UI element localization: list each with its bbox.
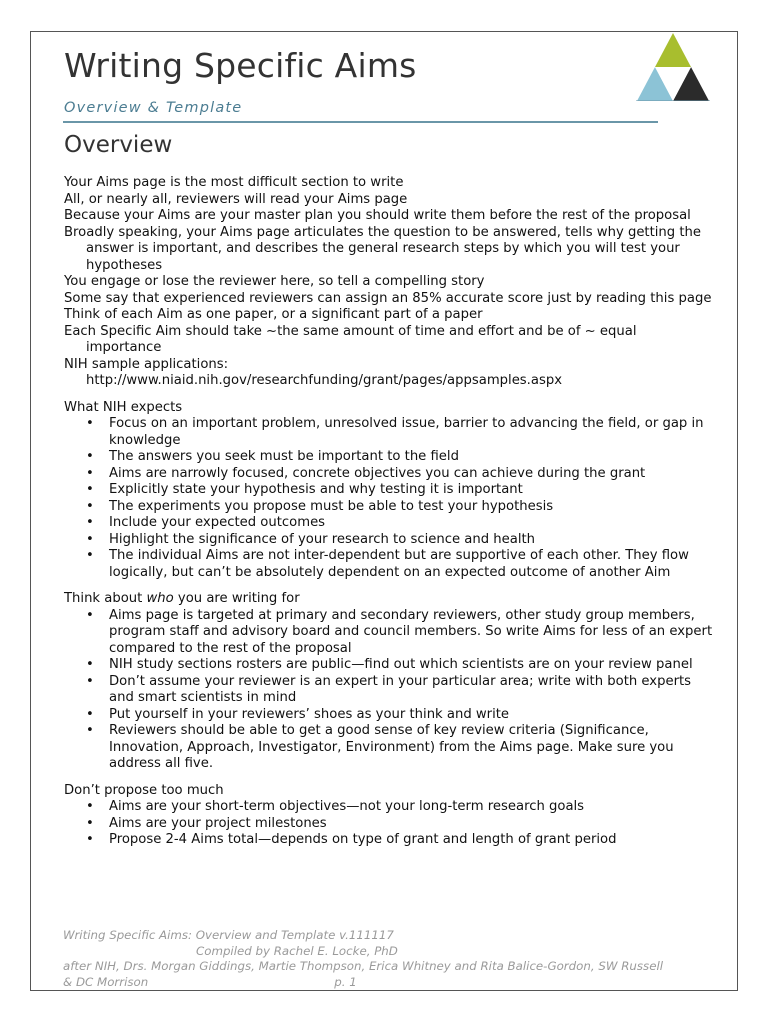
overview-line: Broadly speaking, your Aims page articulates the question to be answered, tells why getting the answer is important, and describes the general research steps by which you will test your hypotheses xyxy=(64,224,701,273)
document-body xyxy=(64,175,714,849)
section-heading: Overview xyxy=(64,132,173,158)
list-item: • Aims are narrowly focused, concrete objectives you can achieve during the grant xyxy=(64,466,714,483)
scope-heading: Don’t propose too much xyxy=(64,782,224,798)
overview-list xyxy=(64,175,714,390)
list-item: • Reviewers should be able to get a good sense of key review criteria (Significance, Innovation, Approach, Investigator, Environment) from the Aims page. Make sure you address all five. xyxy=(64,723,714,773)
document-page xyxy=(30,31,738,991)
footer-credits: after NIH, Drs. Morgan Giddings, Martie Thompson, Erica Whitney and Rita Balice-Gordon, SW Russell xyxy=(63,959,664,973)
title-divider xyxy=(63,121,658,123)
list-item: • Put yourself in your reviewers’ shoes as your think and write xyxy=(64,707,714,724)
audience-list xyxy=(64,608,714,773)
page-footer xyxy=(63,928,723,990)
list-item: • Aims are your short-term objectives—not your long-term research goals xyxy=(64,799,714,816)
overview-line: You engage or lose the reviewer here, so tell a compelling story xyxy=(64,274,485,289)
scope-list xyxy=(64,799,714,849)
audience-heading xyxy=(64,591,714,608)
sample-applications-link[interactable]: http://www.niaid.nih.gov/researchfunding/grant/pages/appsamples.aspx xyxy=(86,373,562,388)
page-number: p. 1 xyxy=(334,974,357,989)
document-title: Writing Specific Aims xyxy=(64,46,417,85)
overview-line: Think of each Aim as one paper, or a significant part of a paper xyxy=(64,307,483,322)
overview-line: NIH sample applications: xyxy=(64,356,229,372)
overview-line: Your Aims page is the most difficult section to write xyxy=(64,175,404,190)
list-item: • The experiments you propose must be able to test your hypothesis xyxy=(64,499,714,516)
list-item: • Explicitly state your hypothesis and why testing it is important xyxy=(64,482,714,499)
audience-heading-pre: Think about xyxy=(64,591,147,606)
list-item: • The individual Aims are not inter-dependent but are supportive of each other. They flow logically, but can’t be absolutely dependent on an expected outcome of another Aim xyxy=(64,548,714,581)
document-subtitle: Overview & Template xyxy=(64,100,243,116)
footer-version: Writing Specific Aims: Overview and Template v.111117 xyxy=(63,928,394,942)
list-item: • Highlight the significance of your research to science and health xyxy=(64,532,714,549)
list-item: • Focus on an important problem, unresolved issue, barrier to advancing the field, or gap in knowledge xyxy=(64,416,714,449)
footer-credits-tail: & DC Morrison xyxy=(63,974,149,989)
list-item: • Include your expected outcomes xyxy=(64,515,714,532)
footer-compiler: Compiled by Rachel E. Locke, PhD xyxy=(196,943,398,958)
expects-heading: What NIH expects xyxy=(64,399,183,415)
overview-line: Some say that experienced reviewers can assign an 85% accurate score just by reading this page xyxy=(64,290,712,306)
expects-list xyxy=(64,416,714,581)
triangle-logo-icon xyxy=(636,33,710,101)
overview-line: All, or nearly all, reviewers will read your Aims page xyxy=(64,191,408,207)
list-item: • Propose 2-4 Aims total—depends on type of grant and length of grant period xyxy=(64,832,714,849)
list-item: • Aims are your project milestones xyxy=(64,816,714,833)
overview-line: Each Specific Aim should take ~the same amount of time and effort and be of ~ equal importance xyxy=(64,323,637,355)
overview-line: Because your Aims are your master plan you should write them before the rest of the proposal xyxy=(64,208,691,223)
list-item: • The answers you seek must be important to the field xyxy=(64,449,714,466)
audience-heading-post: you are writing for xyxy=(173,591,300,606)
list-item: • Don’t assume your reviewer is an expert in your particular area; write with both experts and smart scientists in mind xyxy=(64,674,714,707)
list-item: • NIH study sections rosters are public—find out which scientists are on your review panel xyxy=(64,657,714,674)
audience-heading-emphasis: who xyxy=(146,591,174,606)
footer-credits-end xyxy=(63,975,723,991)
list-item: • Aims page is targeted at primary and secondary reviewers, other study group members, program staff and advisory board and council members. So write Aims for less of an expert compared to the rest of the proposal xyxy=(64,608,714,658)
